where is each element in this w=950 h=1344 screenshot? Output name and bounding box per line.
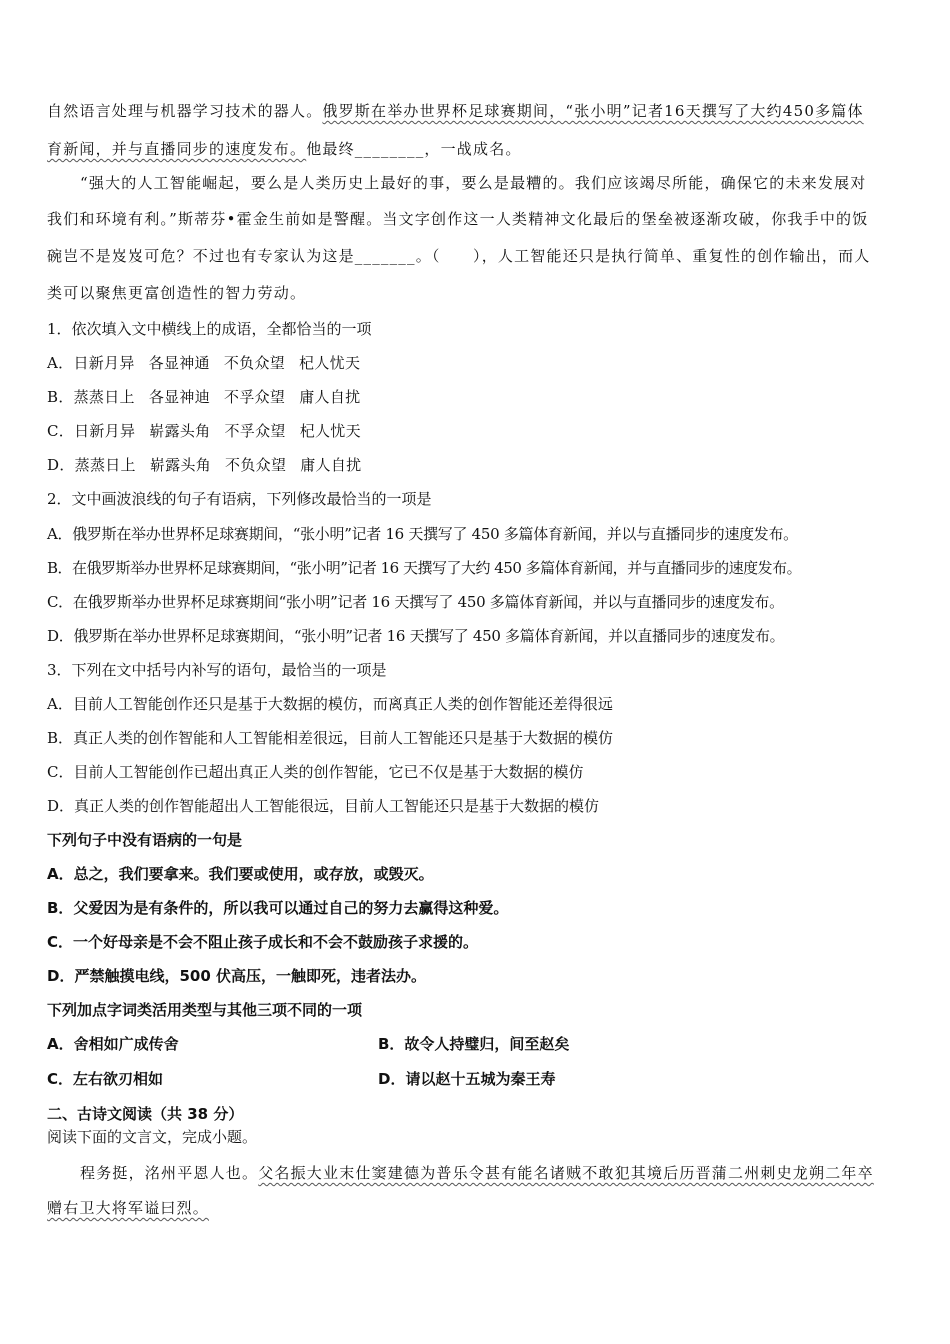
passage-line-2 — [47, 138, 522, 160]
q2-option-b[interactable]: B．在俄罗斯举办世界杯足球赛期间，“张小明”记者 16 天撰写了大约 450 多篇体育新闻，并与直播同步的速度发布。 — [47, 559, 802, 577]
q3-stem: 3．下列在文中括号内补写的语句，最恰当的一项是 — [47, 661, 387, 679]
q3-option-b[interactable]: B．真正人类的创作智能和人工智能相差很远，目前人工智能还只是基于大数据的模仿 — [47, 729, 614, 747]
q4-stem: 下列句子中没有语病的一句是 — [47, 831, 243, 849]
section-heading: 二、古诗文阅读（共 38 分） — [47, 1105, 244, 1123]
q1-stem: 1．依次填入文中横线上的成语，全都恰当的一项 — [47, 320, 372, 338]
passage-line-3: “强大的人工智能崛起，要么是人类历史上最好的事，要么是最糟的。我们应该竭尽所能，确保它的未来发展对 — [80, 174, 867, 192]
section-instruction: 阅读下面的文言文，完成小题。 — [47, 1128, 258, 1146]
q5-option-b[interactable]: B．故令人持璧归，间至赵矣 — [378, 1035, 570, 1053]
classical-text: 程务挺，洺州平恩人也。 — [80, 1164, 259, 1182]
wavy-sentence: 父名振大业末仕窦建德为普乐令甚有能名诸贼不敢犯其境后历晋蒲二州刺史龙朔二年卒 — [258, 1164, 874, 1182]
classical-text-line-1 — [80, 1162, 874, 1184]
q3-option-c[interactable]: C．目前人工智能创作已超出真正人类的创作智能，它已不仅是基于大数据的模仿 — [47, 763, 584, 781]
q2-option-a[interactable]: A．俄罗斯在举办世界杯足球赛期间，“张小明”记者 16 天撰写了 450 多篇体育新闻，并以与直播同步的速度发布。 — [47, 525, 798, 543]
passage-line-5: 碗岂不是岌岌可危？不过也有专家认为这是_______。（ ），人工智能还只是执行简单、重复性的创作输出，而人 — [47, 247, 871, 265]
wavy-sentence: 赠右卫大将军谥曰烈。 — [47, 1199, 210, 1217]
q1-option-c[interactable]: C．日新月异 崭露头角 不孚众望 杞人忧天 — [47, 422, 361, 440]
q2-option-c[interactable]: C．在俄罗斯举办世界杯足球赛期间“张小明”记者 16 天撰写了 450 多篇体育新闻，并以与直播同步的速度发布。 — [47, 593, 784, 611]
q4-option-b[interactable]: B．父爱因为是有条件的，所以我可以通过自己的努力去赢得这种爱。 — [47, 899, 509, 917]
passage-text: 他最终________，一战成名。 — [306, 140, 522, 158]
q3-option-a[interactable]: A．目前人工智能创作还只是基于大数据的模仿，而离真正人类的创作智能还差得很远 — [47, 695, 613, 713]
q5-option-d[interactable]: D．请以赵十五城为秦王寿 — [378, 1070, 556, 1088]
wavy-sentence: 育新闻，并与直播同步的速度发布。 — [47, 140, 307, 158]
q1-option-d[interactable]: D．蒸蒸日上 崭露头角 不负众望 庸人自扰 — [47, 456, 362, 474]
q4-option-a[interactable]: A．总之，我们要拿来。我们要或使用，或存放，或毁灭。 — [47, 865, 434, 883]
classical-text-line-2 — [47, 1197, 209, 1219]
wavy-sentence: 俄罗斯在举办世界杯足球赛期间，“张小明”记者16天撰写了大约450多篇体 — [322, 102, 864, 120]
q5-option-c[interactable]: C．左右欲刃相如 — [47, 1070, 164, 1088]
q2-stem: 2．文中画波浪线的句子有语病，下列修改最恰当的一项是 — [47, 490, 432, 508]
q1-option-b[interactable]: B．蒸蒸日上 各显神迪 不孚众望 庸人自扰 — [47, 388, 361, 406]
passage-line-1 — [47, 100, 864, 122]
q5-option-a[interactable]: A．舍相如广成传舍 — [47, 1035, 179, 1053]
q4-option-c[interactable]: C．一个好母亲是不会不阻止孩子成长和不会不鼓励孩子求援的。 — [47, 933, 479, 951]
q3-option-d[interactable]: D．真正人类的创作智能超出人工智能很远，目前人工智能还只是基于大数据的模仿 — [47, 797, 600, 815]
passage-text: 自然语言处理与机器学习技术的器人。 — [47, 102, 323, 120]
passage-line-4: 我们和环境有利。”斯蒂芬•霍金生前如是警醒。当文字创作这一人类精神文化最后的堡垒被逐渐攻破，你我手中的饭 — [47, 210, 869, 228]
q1-option-a[interactable]: A．日新月异 各显神通 不负众望 杞人忧天 — [47, 354, 361, 372]
passage-line-6: 类可以聚焦更富创造性的智力劳动。 — [47, 284, 307, 302]
q2-option-d[interactable]: D．俄罗斯在举办世界杯足球赛期间，“张小明”记者 16 天撰写了 450 多篇体育新闻，并以直播同步的速度发布。 — [47, 627, 785, 645]
q4-option-d[interactable]: D．严禁触摸电线，500 伏高压，一触即死，违者法办。 — [47, 967, 426, 985]
q5-stem: 下列加点字词类活用类型与其他三项不同的一项 — [47, 1001, 363, 1019]
